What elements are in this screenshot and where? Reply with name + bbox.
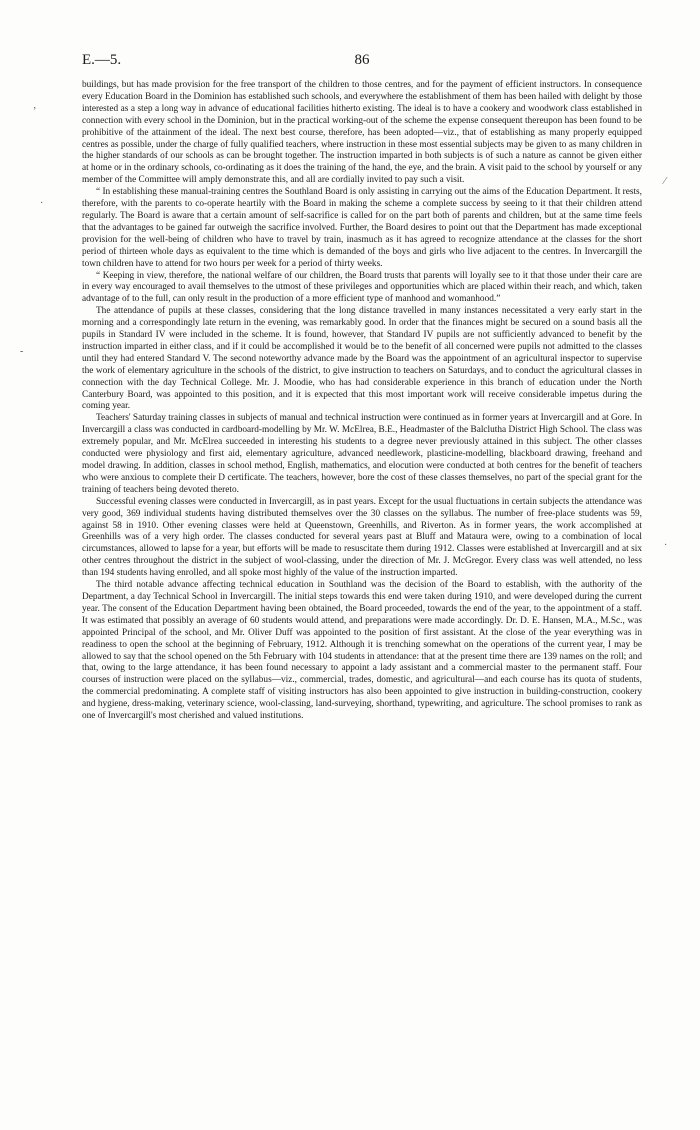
paragraph: The attendance of pupils at these classes, considering that the long distance travelled in many instances necessitated a very early start in the morning and a correspondingly late return in the evening, was remarkably good. In order that the finances might be secured on a sound basis all the pupils in Standard IV were included in the scheme. It is found, however, that Standard IV pupils are not sufficiently advanced to benefit by the instruction imparted in either class, and if it could be accomplished it would be to the benefit of all concerned were pupils not admitted to the classes until they had entered Standard V. The second noteworthy advance made by the Board was the appointment of an agricultural inspector to supervise the work of elementary agriculture in the schools of the district, to give instruction to teachers on Saturdays, and to conduct the agricultural classes in connection with the day Technical College. Mr. J. Moodie, who has had considerable experience in this branch of education under the North Canterbury Board, was appointed to this position, and it is expected that this most important work will receive considerable impetus during the coming year.: [82, 306, 642, 412]
body-text: [82, 80, 642, 723]
page-header: [82, 52, 642, 70]
margin-mark: ‚: [33, 100, 37, 111]
margin-mark: ⁄: [664, 176, 666, 187]
paragraph: The third notable advance affecting technical education in Southland was the decision of the Board to establish, with the authority of the Department, a day Technical School in Invercargill. The initial steps towards this end were taken during 1910, and were developed during the current year. The consent of the Education Department having been obtained, the Board proceeded, towards the end of the year, to the appointment of a staff. It was estimated that possibly an average of 60 students would attend, and preparations were made accordingly. Dr. D. E. Hansen, M.A., M.Sc., was appointed Principal of the school, and Mr. Oliver Duff was appointed to the position of first assistant. At the close of the year everything was in readiness to open the school at the beginning of February, 1912. Although it is trenching somewhat on the operations of the current year, I may be allowed to say that the school opened on the 5th February with 104 students in attendance: that at the present time there are 139 names on the roll; and that, owing to the large attendance, it has been found necessary to appoint a lady assistant and a commercial master to the permanent staff. Four courses of instruction were placed on the syllabus—viz., commercial, trades, domestic, and agricultural—and each course has its quota of students, the commercial predominating. A complete staff of visiting instructors has also been appointed to give instruction in building-construction, cookery and hygiene, dress-making, veterinary science, wool-classing, land-surveying, shorthand, typewriting, and agriculture. The school promises to rank as one of Invercargill's most cherished and valued institutions.: [82, 580, 642, 722]
document-reference: E.—5.: [82, 52, 122, 68]
paragraph: “ Keeping in view, therefore, the national welfare of our children, the Board trusts that parents will loyally see to it that those under their care are in every way encouraged to avail themselves to the utmost of these privileges and opportunities which are placed within their reach, and which, taken advantage of to the full, can only result in the production of a more efficient type of manhood and womanhood.”: [82, 270, 642, 305]
paragraph: “ In establishing these manual-training centres the Southland Board is only assisting in carrying out the aims of the Education Department. It rests, therefore, with the parents to co-operate heartily with the Board in making the scheme a complete success by seeing to it that their children attend regularly. The Board is aware that a certain amount of self-sacrifice is called for on the part both of parents and children, but at the same time feels that the advantages to be gained far outweigh the sacrifice involved. Further, the Board desires to point out that the Department has made exceptional provision for the well-being of children who have to travel by train, inasmuch as it has agreed to recognize attendance at the classes for the short period of thirteen whole days as equivalent to the time which is demanded of the boys and girls who live adjacent to the centres. In Invercargill the town children have to attend for two hours per week for a period of thirty weeks.: [82, 187, 642, 269]
paragraph: buildings, but has made provision for the free transport of the children to those centres, and for the payment of efficient instructors. In consequence every Education Board in the Dominion has established such schools, and everywhere the establishment of them has been hailed with delight by those interested as a step a long way in advance of educational facilities hitherto existing. The ideal is to have a cookery and woodwork class established in connection with every school in the Dominion, but in the practical working-out of the scheme the expense consequent thereupon has been found to be prohibitive of the attainment of the ideal. The next best course, therefore, has been adopted—viz., that of establishing as many properly equipped centres as possible, under the charge of fully qualified teachers, where instruction in these most essential subjects may be given to as many children in the higher standards of our schools as can be brought together. The instruction imparted in both subjects is of such a nature as cannot be given either at home or in the ordinary schools, co-ordinating as it does the training of the hand, the eye, and the brain. A visit paid to the school by yourself or any member of the Committee will amply demonstrate this, and all are cordially invited to pay such a visit.: [82, 80, 642, 186]
margin-mark: ·: [40, 198, 44, 209]
margin-mark: -: [20, 346, 24, 357]
margin-mark: ·: [664, 540, 668, 551]
paragraph: Teachers' Saturday training classes in subjects of manual and technical instruction were continued as in former years at Invercargill and at Gore. In Invercargill a class was conducted in cardboard-modelling by Mr. W. McElrea, B.E., Headmaster of the Balclutha District High School. The class was extremely popular, and Mr. McElrea succeeded in interesting his students to a degree never previously attained in this subject. The other classes conducted were physiology and first aid, elementary agriculture, advanced needlework, plasticine-modelling, blackboard drawing, freehand and model drawing. In addition, classes in school method, English, mathematics, and elocution were conducted at both centres for the benefit of teachers who were anxious to complete their D certificate. The teachers, however, bore the cost of these classes themselves, no part of the special grant for the training of teachers being devoted thereto.: [82, 413, 642, 495]
paragraph: Successful evening classes were conducted in Invercargill, as in past years. Except for the usual fluctuations in certain subjects the attendance was very good, 369 individual students having distributed themselves over the 30 classes on the syllabus. The number of free-place students was 59, against 58 in 1910. Other evening classes were held at Queenstown, Greenhills, and Riverton. As in former years, the work accomplished at Greenhills was of a very high order. The classes conducted for several years past at Bluff and Mataura were, owing to a combination of local circumstances, allowed to lapse for a year, but efforts will be made to resuscitate them during 1912. Classes were established at Invercargill and at six other centres throughout the district in the subject of wool-classing, under the direction of Mr. J. McGregor. Every class was well attended, no less than 194 students having enrolled, and all spoke most highly of the value of the instruction imparted.: [82, 496, 642, 579]
page-number: 86: [354, 52, 370, 68]
